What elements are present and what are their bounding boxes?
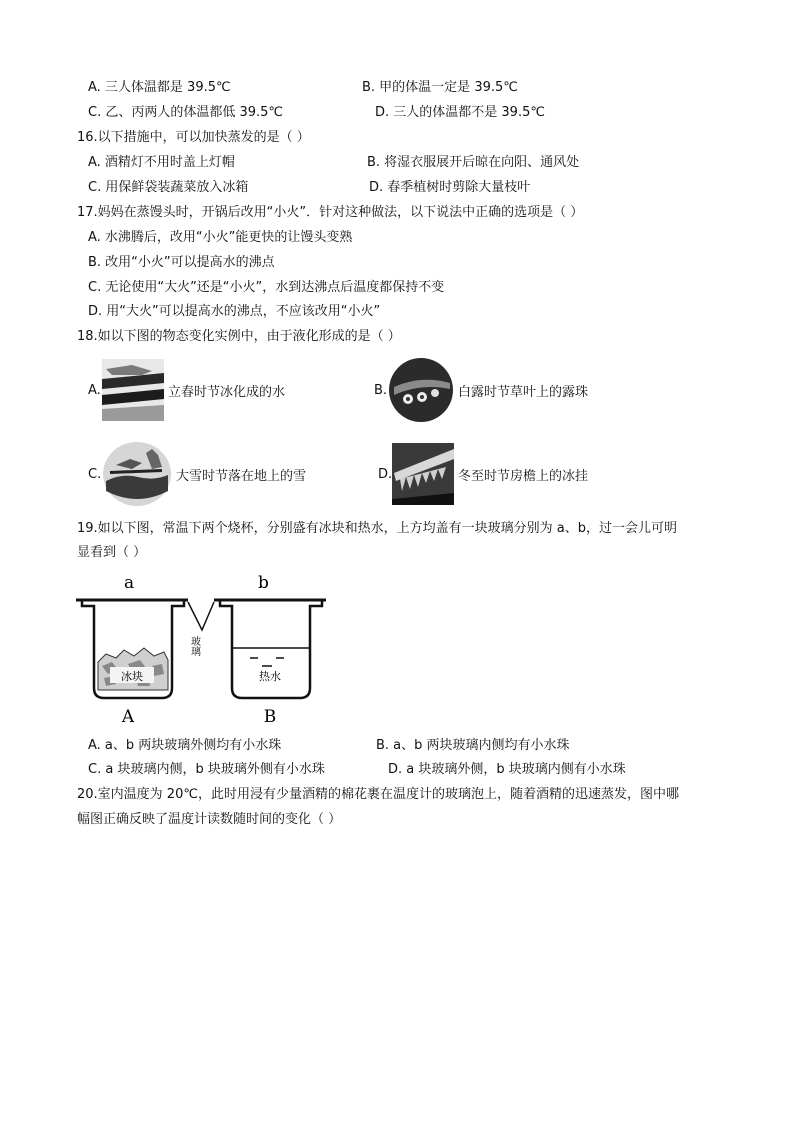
- q15-option-c: C. 乙、丙两人的体温都低 39.5℃: [88, 105, 284, 120]
- q16-option-c: C. 用保鲜袋装蔬菜放入冰箱: [88, 180, 249, 195]
- q18-option-d-caption: 冬至时节房檐上的冰挂: [458, 468, 589, 484]
- q17-stem: 17.妈妈在蒸馒头时，开锅后改用“小火”．针对这种做法，以下说法中正确的选项是（ ）: [77, 205, 584, 220]
- q16-option-d: D. 春季植树时剪除大量枝叶: [369, 180, 531, 195]
- q17-option-c: C. 无论使用“大火”还是“小火”，水到达沸点后温度都保持不变: [88, 280, 445, 295]
- q19-option-d: D. a 块玻璃外侧，b 块玻璃内侧有小水珠: [388, 762, 626, 777]
- q19-option-c: C. a 块玻璃内侧，b 块玻璃外侧有小水珠: [88, 762, 325, 777]
- q19-stem-line1: 19.如以下图，常温下两个烧杯，分别盛有冰块和热水，上方均盖有一块玻璃分别为 a、b，过一会儿可明: [77, 521, 678, 536]
- beaker-b: [220, 600, 322, 698]
- q17-option-a: A. 水沸腾后，改用“小火”能更快的让馒头变熟: [88, 230, 353, 245]
- q19-option-a: A. a、b 两块玻璃外侧均有小水珠: [88, 738, 282, 753]
- q16-stem: 16.以下措施中，可以加快蒸发的是（ ）: [77, 130, 310, 145]
- icicles-photo-icon: [392, 443, 454, 505]
- figure-label-b: b: [258, 573, 269, 593]
- q18-option-c-caption: 大雪时节落在地上的雪: [176, 468, 307, 484]
- beakers-figure: [72, 570, 334, 730]
- q18-option-c: [88, 441, 306, 507]
- q18-option-d: [378, 443, 588, 505]
- snow-scene-photo-icon: [102, 441, 172, 507]
- q18-option-d-label: D.: [378, 466, 393, 482]
- figure-label-A: A: [121, 707, 135, 727]
- figure-label-B: B: [263, 707, 277, 727]
- q17-option-b: B. 改用“小火”可以提高水的沸点: [88, 255, 275, 270]
- q15-option-b: B. 甲的体温一定是 39.5℃: [362, 80, 518, 95]
- figure-label-a: a: [124, 573, 135, 593]
- figure-label-glass: 玻璃: [188, 636, 200, 656]
- q18-option-b: [374, 357, 588, 423]
- q18-option-a-label: A.: [88, 382, 101, 398]
- q15-option-d: D. 三人的体温都不是 39.5℃: [375, 105, 545, 120]
- figure-label-hotwater: 热水: [259, 670, 281, 683]
- q20-stem-line2: 幅图正确反映了温度计读数随时间的变化（ ）: [77, 812, 342, 827]
- q18-option-b-label: B.: [374, 382, 388, 398]
- q18-option-a-caption: 立春时节冰化成的水: [168, 384, 286, 400]
- q15-option-a: A. 三人体温都是 39.5℃: [88, 80, 231, 95]
- q18-option-c-label: C.: [88, 466, 102, 482]
- q20-stem-line1: 20.室内温度为 20℃，此时用浸有少量酒精的棉花裹在温度计的玻璃泡上，随着酒精的迅速蒸发，图中哪: [77, 787, 679, 802]
- melting-ice-photo-icon: [102, 359, 164, 421]
- q18-stem: 18.如以下图的物态变化实例中，由于液化形成的是（ ）: [77, 329, 401, 344]
- q17-option-d: D. 用“大火”可以提高水的沸点，不应该改用“小火”: [88, 304, 381, 319]
- figure-label-ice: 冰块: [121, 670, 143, 683]
- q16-option-b: B. 将湿衣服展开后晾在向阳、通风处: [367, 155, 580, 170]
- q19-stem-line2: 显看到（ ）: [77, 545, 147, 560]
- q18-option-b-caption: 白露时节草叶上的露珠: [458, 384, 589, 400]
- q18-option-a: [88, 359, 285, 421]
- dew-drops-photo-icon: [388, 357, 454, 423]
- q19-option-b: B. a、b 两块玻璃内侧均有小水珠: [376, 738, 570, 753]
- q16-option-a: A. 酒精灯不用时盖上灯帽: [88, 155, 235, 170]
